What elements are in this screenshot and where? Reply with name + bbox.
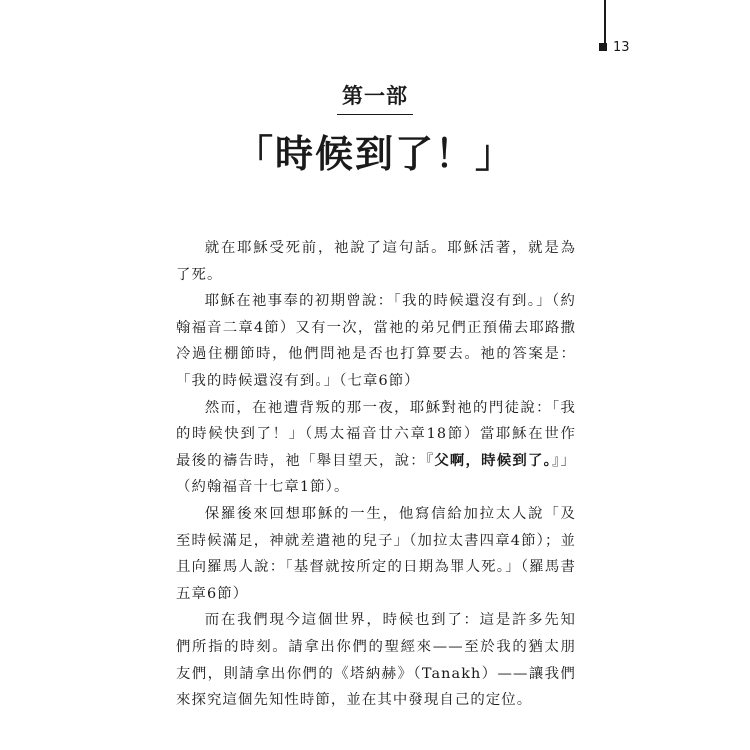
page-marker-square-icon (599, 43, 607, 51)
quoted-emphasis: 父啊，時候到了。 (434, 452, 553, 469)
page-number-row (599, 38, 630, 56)
body-text (176, 235, 576, 714)
paragraph-3-text-before: 然而，在祂遭背叛的那一夜，耶穌對祂的門徒說：「我的時候快到了！」（馬太福音廿六章18節）當耶穌在世作最後的禱告時，祂「舉目望天，說：『 (176, 399, 576, 469)
paragraph-1: 就在耶穌受死前，祂說了這句話。耶穌活著，就是為了死。 (176, 240, 576, 283)
paragraph-3-text-after: 』」（約翰福音十七章1節）。 (176, 452, 576, 496)
paragraph-4: 保羅後來回想耶穌的一生，他寫信給加拉太人說「及至時候滿足，神就差遣祂的兒子」（加拉太書四章4節）；並且向羅馬人說：「基督就按所定的日期為罪人死。」（羅馬書五章6節） (176, 505, 576, 602)
paragraph-2: 耶穌在祂事奉的初期曾說：「我的時候還沒有到。」（約翰福音二章4節）又有一次，當祂的弟兄們正預備去耶路撒冷過住棚節時，他們問祂是否也打算要去。祂的答案是：「我的時候還沒有到。」（七章6節） (176, 293, 576, 389)
paragraph-3 (176, 395, 576, 501)
chapter-title: 「時候到了！」 (234, 132, 515, 176)
paragraph-5: 而在我們現今這個世界，時候也到了：這是許多先知們所指的時刻。請拿出你們的聖經來——至於我的猶太朋友們，則請拿出你們的《塔納赫》（Tanakh）——讓我們來探究這個先知性時節，並在其中發現自己的定位。 (176, 612, 576, 709)
page-number: 13 (613, 39, 630, 55)
part-label-underline (337, 114, 413, 115)
part-label: 第一部 (342, 84, 408, 108)
